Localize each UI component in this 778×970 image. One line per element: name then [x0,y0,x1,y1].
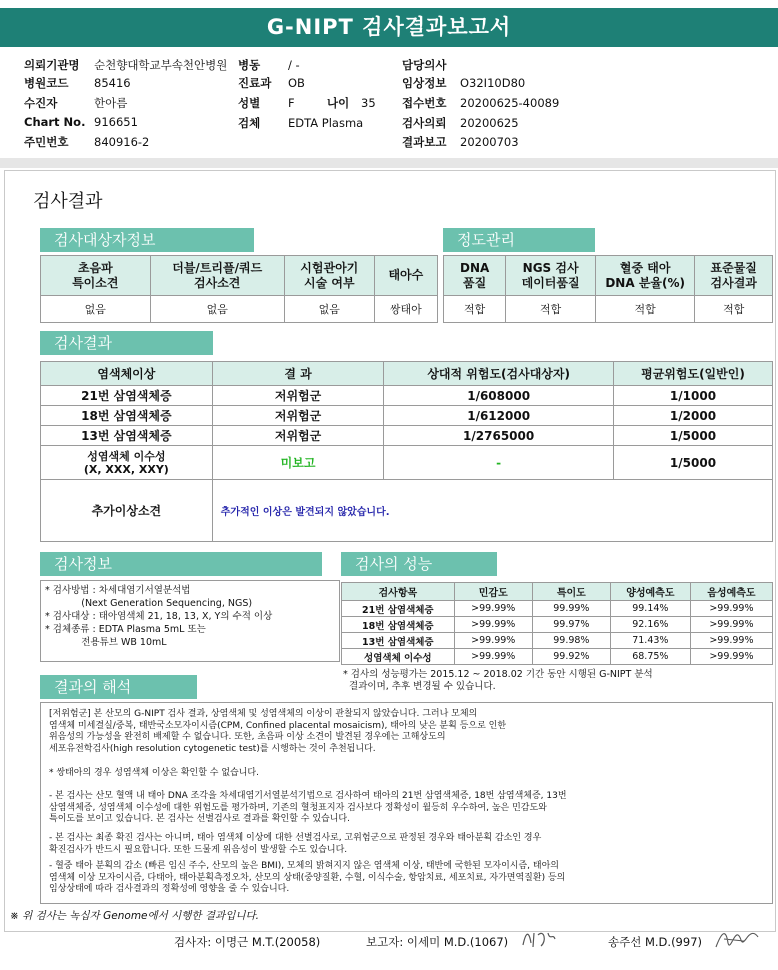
header-field-label: 병원코드 [24,76,69,90]
header-field [238,57,300,73]
result-rel-risk: 1/612000 [384,406,614,426]
header-field [402,134,519,150]
header-field-value: 20200703 [460,135,519,149]
result-avg-risk: 1/1000 [613,386,772,406]
qc-header: DNA 품질 [444,256,506,296]
qc-header: 혈중 태아 DNA 분율(%) [595,256,694,296]
perf-cell: 68.75% [610,649,690,665]
footer-note: ※ 위 검사는 녹십자 Genome에서 시행한 결과입니다. [10,910,259,922]
header-field-label: 의뢰기관명 [24,58,80,72]
result-rel-risk: 1/608000 [384,386,614,406]
header-field [238,115,363,131]
qc-value: 적합 [595,296,694,323]
result-name: 21번 삼염색체증 [41,386,213,406]
signer-director: 송주선 M.D.(997) [608,935,702,949]
header-field-label: 담당의사 [402,58,447,72]
perf-cell: >99.99% [690,649,772,665]
perf-cell: >99.99% [454,649,532,665]
interpretation-paragraph: * 쌍태아의 경우 성염색체 이상은 확인할 수 없습니다. [49,768,259,778]
perf-header: 민감도 [454,583,532,601]
result-rel-risk: 1/2765000 [384,426,614,446]
header-field-label: 접수번호 [402,96,447,110]
subject-value: 없음 [41,296,151,323]
header-field [238,75,305,91]
result-name: 성염색체 이수성 (X, XXX, XXY) [41,446,213,480]
perf-cell: 71.43% [610,633,690,649]
performance-table [341,582,773,665]
interpretation-paragraph: - 본 검사는 산모 혈액 내 태아 DNA 조각을 차세대염기서열분석기법으로 검사하여 태아의 21번 삼염색체증, 18번 삼염색체증, 13번 삼염색체증, 성염색체 이수성에 대한 위험도를 평가하며, 기존의 혈청표지자 검사보다 정확성이 월등히 우수하여, 높은 민감도와 특이도를 보이고 있습니다. 본 검사는 선별검사로 결과를 확인할 수 있습니다. [49,791,567,824]
perf-cell: 92.16% [610,617,690,633]
perf-cell: 18번 삼염색체증 [342,617,455,633]
test-info-line: (Next Generation Sequencing, NGS) [45,598,253,609]
header-field-value: F [288,96,295,110]
perf-cell: >99.99% [690,617,772,633]
header-age-value: 35 [361,96,376,110]
header-field-label: 임상정보 [402,76,447,90]
header-field [24,57,227,73]
subject-header: 태아수 [374,256,437,296]
subject-value: 없음 [284,296,374,323]
header-age-label: 나이 [327,96,350,110]
subject-info-title: 검사대상자정보 [40,228,254,252]
header-field-value: 20200625-40089 [460,96,560,110]
header-field-label: 검사의뢰 [402,116,447,130]
result-avg-risk: 1/2000 [613,406,772,426]
qc-value: 적합 [695,296,773,323]
qc-header: 표준물질 검사결과 [695,256,773,296]
result-header: 상대적 위험도(검사대상자) [384,362,614,386]
header-field-label: 진료과 [238,76,272,90]
header-field [238,95,295,111]
interpretation-title: 결과의 해석 [40,675,197,699]
result-value: 미보고 [212,446,384,480]
perf-cell: 99.99% [532,601,610,617]
result-rel-risk: - [384,446,614,480]
subject-info-table [40,255,438,323]
result-table [40,361,773,542]
header-field [402,115,519,131]
header-age [327,95,376,111]
header-field-value: OB [288,76,305,90]
interpretation-paragraph: [저위험군] 본 산모의 G-NIPT 검사 결과, 상염색체 및 성염색체의 이상이 관찰되지 않았습니다. 그러나 모체의 염색체 미세결실/중복, 태반국소모자이시즘(CPM, Confined placental mosaicism), 태아의 낮은 분획 등으로 인한 위음성의 가능성을 완전히 배제할 수 없습니다. 또한, 초음파 이상 소견이 발견된 경우에는 고해상도의 세포유전학검사(high resolution cytogenetic test)를 시행하는 것이 추천됩니다. [49,709,507,754]
performance-title: 검사의 성능 [341,552,497,576]
interpretation-paragraph: - 혈중 태아 분획의 감소 (빠른 임신 주수, 산모의 높은 BMI), 모체의 밝혀지지 않은 염색체 이상, 태반에 국한된 모자이시즘, 태아의 염색체 이상 모자이시즘, 다태아, 태아분획측정오차, 산모의 상태(중양질환, 수혈, 이식수술, 항암치료, 세포치료, 자가면역질환) 등의 임상상태에 따라 검사결과의 정확성에 영향을 줄 수 있습니다. [49,861,566,894]
header-field-label: 주민번호 [24,135,69,149]
perf-cell: >99.99% [454,617,532,633]
separator [0,158,778,168]
perf-cell: 성염색체 이수성 [342,649,455,665]
qc-header: NGS 검사 데이터품질 [506,256,596,296]
header-field-value: 한아름 [94,96,128,110]
header-field-label: 병동 [238,58,261,72]
subject-value: 쌍태아 [374,296,437,323]
qc-title: 정도관리 [443,228,595,252]
header-field [24,115,138,129]
header-field-label: 검체 [238,116,261,130]
header-field-value: 85416 [94,76,131,90]
perf-header: 양성예측도 [610,583,690,601]
subject-header: 시험관아기 시술 여부 [284,256,374,296]
header-field [402,75,525,91]
performance-note: * 검사의 성능평가는 2015.12 ~ 2018.02 기간 동안 시행된 G-NIPT 분석 결과이며, 추후 변경될 수 있습니다. [343,669,653,692]
header-field-value: EDTA Plasma [288,116,364,130]
header-field [24,75,131,91]
result-value: 저위험군 [212,406,384,426]
header-field-value: 20200625 [460,116,519,130]
result-name: 18번 삼염색체증 [41,406,213,426]
test-info-line: * 검사방법 : 차세대염기서열분석법 [45,585,191,596]
result-avg-risk: 1/5000 [613,426,772,446]
perf-header: 음성예측도 [690,583,772,601]
result-value: 저위험군 [212,426,384,446]
result-header: 평균위험도(일반인) [613,362,772,386]
test-info-line: * 검사대상 : 태아염색체 21, 18, 13, X, Y의 수적 이상 [45,611,273,622]
subject-header: 더블/트리플/쿼드 검사소견 [150,256,284,296]
subject-header: 초음파 특이소견 [41,256,151,296]
header-field-value: / - [288,58,300,72]
subject-value: 없음 [150,296,284,323]
result-avg-risk: 1/5000 [613,446,772,480]
interpretation-box [40,702,773,904]
header-field-label: 결과보고 [402,135,447,149]
header-field-value: 840916-2 [94,135,150,149]
extra-findings-label: 추가이상소견 [41,480,213,542]
perf-cell: >99.99% [454,601,532,617]
interpretation-paragraph: - 본 검사는 최종 확진 검사는 아니며, 태아 염색체 이상에 대한 선별검사로, 고위험군으로 판정된 경우와 태아분획 감소인 경우 확진검사가 반드시 필요합니다. 또한 드물게 위음성이 발생할 수도 있습니다. [49,833,542,855]
perf-cell: 99.92% [532,649,610,665]
report-title: G-NIPT 검사결과보고서 [0,8,778,47]
result-value: 저위험군 [212,386,384,406]
test-info-line: 전용튜브 WB 10mL [45,637,167,648]
extra-findings-value: 추가적인 이상은 발견되지 않았습니다. [212,480,772,542]
result-header: 염색체이상 [41,362,213,386]
header-field-value: 순천향대학교부속천안병원 [94,58,228,72]
test-info-box [40,580,340,662]
result-title: 검사결과 [40,331,213,355]
qc-table [443,255,773,323]
signer-reporter: 보고자: 이세미 M.D.(1067) [366,935,509,949]
perf-cell: 99.97% [532,617,610,633]
qc-value: 적합 [444,296,506,323]
header-field-value: O32I10D80 [460,76,526,90]
header-field [402,95,559,111]
header-field [24,134,149,150]
perf-header: 검사항목 [342,583,455,601]
result-name: 13번 삼염색체증 [41,426,213,446]
header-field-label: 성별 [238,96,261,110]
test-info-line: * 검체종류 : EDTA Plasma 5mL 또는 [45,624,206,635]
perf-header: 특이도 [532,583,610,601]
test-info-title: 검사정보 [40,552,322,576]
perf-cell: 13번 삼염색체증 [342,633,455,649]
signature-director [714,925,760,957]
header-field [24,95,127,111]
result-header: 결 과 [212,362,384,386]
header-field-label: Chart No. [24,115,86,129]
perf-cell: >99.99% [454,633,532,649]
signature-reporter [520,927,560,955]
header-field-label: 수진자 [24,96,58,110]
perf-cell: >99.99% [690,633,772,649]
signer-tester: 검사자: 이명근 M.T.(20058) [174,935,321,949]
perf-cell: >99.99% [690,601,772,617]
perf-cell: 21번 삼염색체증 [342,601,455,617]
main-title: 검사결과 [33,191,103,212]
perf-cell: 99.14% [610,601,690,617]
qc-value: 적합 [506,296,596,323]
perf-cell: 99.98% [532,633,610,649]
header-field-value: 916651 [94,115,138,129]
header-field [402,57,460,73]
